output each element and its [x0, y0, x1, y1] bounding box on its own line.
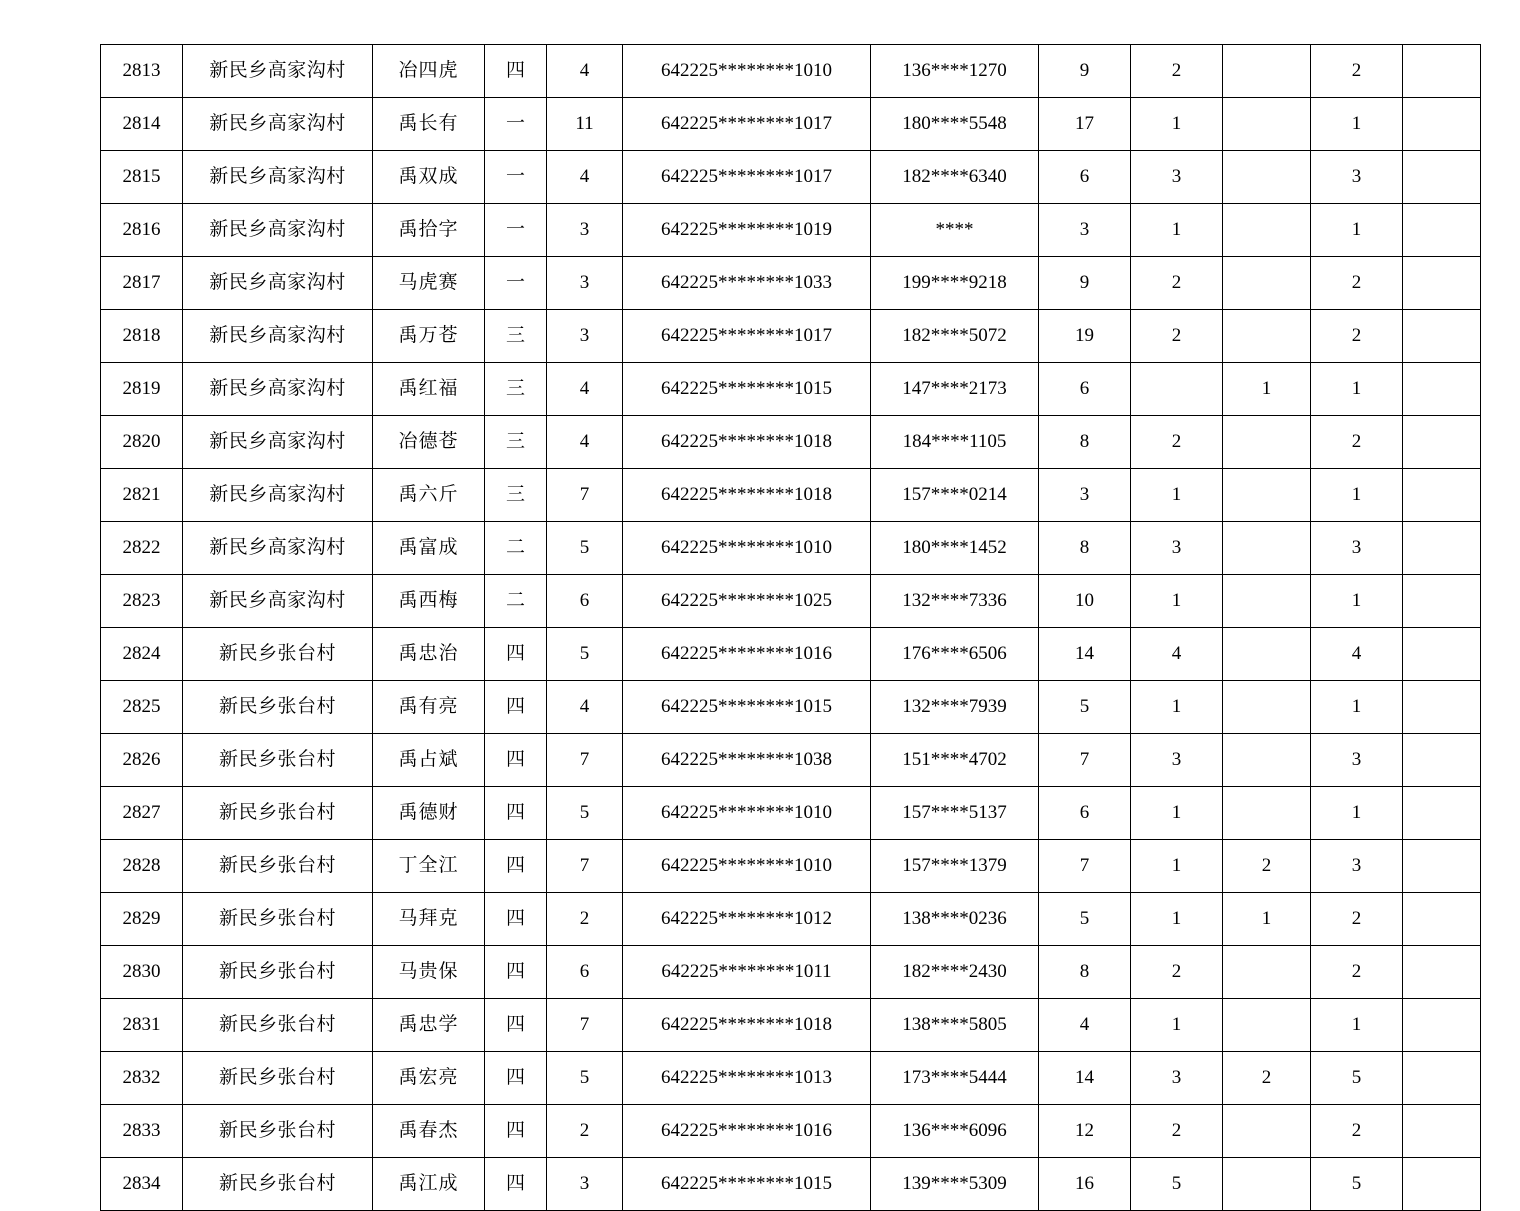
cell-c: 1	[1223, 893, 1311, 946]
cell-id-number: 642225********1018	[623, 416, 871, 469]
cell-id-number: 642225********1018	[623, 999, 871, 1052]
cell-e	[1403, 575, 1481, 628]
cell-id-number: 642225********1010	[623, 45, 871, 98]
table-row	[101, 522, 1481, 575]
cell-grade: 四	[485, 734, 547, 787]
cell-name: 禹红福	[373, 363, 485, 416]
cell-seq: 2833	[101, 1105, 183, 1158]
cell-c	[1223, 45, 1311, 98]
cell-id-number: 642225********1016	[623, 628, 871, 681]
cell-phone: 157****0214	[871, 469, 1039, 522]
cell-d: 3	[1311, 151, 1403, 204]
cell-phone: 138****0236	[871, 893, 1039, 946]
cell-name: 禹六斤	[373, 469, 485, 522]
cell-id-number: 642225********1018	[623, 469, 871, 522]
cell-name: 禹忠学	[373, 999, 485, 1052]
cell-grade: 二	[485, 575, 547, 628]
cell-seq: 2818	[101, 310, 183, 363]
cell-d: 2	[1311, 893, 1403, 946]
cell-c	[1223, 946, 1311, 999]
cell-b: 1	[1131, 787, 1223, 840]
cell-seq: 2831	[101, 999, 183, 1052]
cell-grade: 四	[485, 681, 547, 734]
table-row	[101, 98, 1481, 151]
cell-seq: 2815	[101, 151, 183, 204]
cell-e	[1403, 787, 1481, 840]
cell-num: 5	[547, 628, 623, 681]
cell-id-number: 642225********1012	[623, 893, 871, 946]
cell-num: 6	[547, 575, 623, 628]
cell-a: 10	[1039, 575, 1131, 628]
cell-name: 禹富成	[373, 522, 485, 575]
cell-b	[1131, 363, 1223, 416]
cell-b: 2	[1131, 257, 1223, 310]
cell-village: 新民乡张台村	[183, 1105, 373, 1158]
cell-grade: 四	[485, 45, 547, 98]
table-row	[101, 257, 1481, 310]
cell-name: 禹春杰	[373, 1105, 485, 1158]
cell-c	[1223, 999, 1311, 1052]
cell-e	[1403, 1052, 1481, 1105]
cell-phone: 182****5072	[871, 310, 1039, 363]
cell-b: 1	[1131, 999, 1223, 1052]
cell-a: 7	[1039, 840, 1131, 893]
cell-seq: 2821	[101, 469, 183, 522]
cell-a: 19	[1039, 310, 1131, 363]
cell-a: 17	[1039, 98, 1131, 151]
cell-grade: 一	[485, 204, 547, 257]
cell-village: 新民乡高家沟村	[183, 363, 373, 416]
cell-a: 6	[1039, 363, 1131, 416]
cell-grade: 三	[485, 363, 547, 416]
cell-num: 7	[547, 734, 623, 787]
table-row	[101, 734, 1481, 787]
cell-b: 3	[1131, 734, 1223, 787]
cell-grade: 一	[485, 151, 547, 204]
cell-a: 9	[1039, 45, 1131, 98]
cell-d: 5	[1311, 1052, 1403, 1105]
cell-seq: 2824	[101, 628, 183, 681]
cell-d: 1	[1311, 204, 1403, 257]
cell-d: 1	[1311, 363, 1403, 416]
cell-phone: 199****9218	[871, 257, 1039, 310]
cell-c	[1223, 681, 1311, 734]
cell-id-number: 642225********1015	[623, 363, 871, 416]
cell-b: 2	[1131, 416, 1223, 469]
cell-c: 1	[1223, 363, 1311, 416]
cell-name: 禹万苍	[373, 310, 485, 363]
cell-grade: 四	[485, 1105, 547, 1158]
cell-village: 新民乡高家沟村	[183, 575, 373, 628]
cell-seq: 2834	[101, 1158, 183, 1211]
cell-num: 4	[547, 416, 623, 469]
cell-c	[1223, 522, 1311, 575]
cell-a: 6	[1039, 151, 1131, 204]
cell-village: 新民乡张台村	[183, 681, 373, 734]
cell-phone: 147****2173	[871, 363, 1039, 416]
cell-e	[1403, 151, 1481, 204]
table-body	[101, 45, 1481, 1211]
cell-id-number: 642225********1033	[623, 257, 871, 310]
cell-phone: 139****5309	[871, 1158, 1039, 1211]
table-row	[101, 1052, 1481, 1105]
cell-num: 7	[547, 469, 623, 522]
cell-b: 1	[1131, 204, 1223, 257]
cell-a: 8	[1039, 416, 1131, 469]
cell-name: 禹双成	[373, 151, 485, 204]
cell-d: 2	[1311, 416, 1403, 469]
cell-id-number: 642225********1010	[623, 787, 871, 840]
cell-e	[1403, 1105, 1481, 1158]
cell-village: 新民乡高家沟村	[183, 204, 373, 257]
cell-phone: 176****6506	[871, 628, 1039, 681]
cell-e	[1403, 681, 1481, 734]
cell-seq: 2822	[101, 522, 183, 575]
cell-name: 禹占斌	[373, 734, 485, 787]
cell-num: 6	[547, 946, 623, 999]
cell-num: 4	[547, 45, 623, 98]
cell-num: 3	[547, 310, 623, 363]
cell-num: 2	[547, 893, 623, 946]
cell-id-number: 642225********1010	[623, 522, 871, 575]
cell-id-number: 642225********1013	[623, 1052, 871, 1105]
cell-grade: 四	[485, 893, 547, 946]
cell-num: 11	[547, 98, 623, 151]
cell-c: 2	[1223, 840, 1311, 893]
cell-phone: 136****1270	[871, 45, 1039, 98]
cell-c	[1223, 575, 1311, 628]
cell-phone: 182****2430	[871, 946, 1039, 999]
cell-e	[1403, 98, 1481, 151]
cell-e	[1403, 734, 1481, 787]
table-row	[101, 45, 1481, 98]
cell-id-number: 642225********1015	[623, 681, 871, 734]
cell-a: 12	[1039, 1105, 1131, 1158]
cell-seq: 2819	[101, 363, 183, 416]
cell-c	[1223, 734, 1311, 787]
cell-grade: 四	[485, 946, 547, 999]
cell-d: 3	[1311, 734, 1403, 787]
cell-c	[1223, 151, 1311, 204]
cell-e	[1403, 363, 1481, 416]
cell-d: 5	[1311, 1158, 1403, 1211]
table-row	[101, 416, 1481, 469]
cell-e	[1403, 204, 1481, 257]
cell-phone: 184****1105	[871, 416, 1039, 469]
cell-num: 5	[547, 1052, 623, 1105]
cell-grade: 三	[485, 310, 547, 363]
cell-name: 马拜克	[373, 893, 485, 946]
cell-b: 3	[1131, 1052, 1223, 1105]
cell-a: 9	[1039, 257, 1131, 310]
cell-e	[1403, 469, 1481, 522]
cell-e	[1403, 628, 1481, 681]
table-row	[101, 310, 1481, 363]
cell-c	[1223, 204, 1311, 257]
table-row	[101, 1105, 1481, 1158]
cell-village: 新民乡张台村	[183, 946, 373, 999]
cell-a: 7	[1039, 734, 1131, 787]
table-row	[101, 999, 1481, 1052]
cell-id-number: 642225********1019	[623, 204, 871, 257]
cell-b: 1	[1131, 840, 1223, 893]
cell-num: 5	[547, 787, 623, 840]
cell-phone: 180****5548	[871, 98, 1039, 151]
cell-village: 新民乡张台村	[183, 999, 373, 1052]
cell-e	[1403, 522, 1481, 575]
cell-seq: 2813	[101, 45, 183, 98]
cell-village: 新民乡张台村	[183, 787, 373, 840]
cell-id-number: 642225********1015	[623, 1158, 871, 1211]
cell-phone: 138****5805	[871, 999, 1039, 1052]
cell-seq: 2826	[101, 734, 183, 787]
cell-num: 4	[547, 363, 623, 416]
cell-phone: 132****7939	[871, 681, 1039, 734]
cell-name: 丁全江	[373, 840, 485, 893]
cell-name: 禹德财	[373, 787, 485, 840]
cell-seq: 2823	[101, 575, 183, 628]
cell-village: 新民乡高家沟村	[183, 416, 373, 469]
cell-c	[1223, 628, 1311, 681]
cell-b: 4	[1131, 628, 1223, 681]
cell-e	[1403, 946, 1481, 999]
cell-village: 新民乡高家沟村	[183, 257, 373, 310]
cell-seq: 2820	[101, 416, 183, 469]
cell-id-number: 642225********1011	[623, 946, 871, 999]
cell-id-number: 642225********1017	[623, 98, 871, 151]
cell-village: 新民乡张台村	[183, 893, 373, 946]
cell-seq: 2832	[101, 1052, 183, 1105]
table-row	[101, 363, 1481, 416]
roster-table	[100, 44, 1481, 1211]
cell-c	[1223, 257, 1311, 310]
cell-phone: 157****5137	[871, 787, 1039, 840]
table-row	[101, 575, 1481, 628]
cell-d: 3	[1311, 840, 1403, 893]
cell-seq: 2830	[101, 946, 183, 999]
cell-b: 2	[1131, 310, 1223, 363]
cell-village: 新民乡高家沟村	[183, 151, 373, 204]
cell-d: 4	[1311, 628, 1403, 681]
cell-name: 禹江成	[373, 1158, 485, 1211]
cell-num: 3	[547, 257, 623, 310]
cell-num: 4	[547, 681, 623, 734]
cell-name: 马虎赛	[373, 257, 485, 310]
table-row	[101, 1158, 1481, 1211]
cell-d: 2	[1311, 310, 1403, 363]
cell-d: 2	[1311, 1105, 1403, 1158]
cell-d: 2	[1311, 946, 1403, 999]
cell-village: 新民乡张台村	[183, 628, 373, 681]
cell-id-number: 642225********1010	[623, 840, 871, 893]
cell-id-number: 642225********1017	[623, 310, 871, 363]
cell-seq: 2817	[101, 257, 183, 310]
cell-c	[1223, 310, 1311, 363]
cell-c	[1223, 416, 1311, 469]
cell-name: 禹忠治	[373, 628, 485, 681]
cell-e	[1403, 893, 1481, 946]
cell-b: 2	[1131, 946, 1223, 999]
cell-a: 8	[1039, 522, 1131, 575]
cell-id-number: 642225********1017	[623, 151, 871, 204]
cell-b: 2	[1131, 45, 1223, 98]
cell-name: 马贵保	[373, 946, 485, 999]
cell-d: 1	[1311, 787, 1403, 840]
cell-a: 5	[1039, 893, 1131, 946]
cell-seq: 2825	[101, 681, 183, 734]
cell-e	[1403, 257, 1481, 310]
cell-num: 3	[547, 204, 623, 257]
cell-d: 1	[1311, 469, 1403, 522]
cell-village: 新民乡高家沟村	[183, 98, 373, 151]
cell-name: 禹宏亮	[373, 1052, 485, 1105]
cell-e	[1403, 416, 1481, 469]
cell-phone: 132****7336	[871, 575, 1039, 628]
cell-name: 冶德苍	[373, 416, 485, 469]
cell-seq: 2828	[101, 840, 183, 893]
cell-d: 2	[1311, 45, 1403, 98]
cell-village: 新民乡张台村	[183, 1052, 373, 1105]
cell-a: 14	[1039, 1052, 1131, 1105]
cell-d: 3	[1311, 522, 1403, 575]
cell-seq: 2829	[101, 893, 183, 946]
cell-b: 1	[1131, 575, 1223, 628]
cell-grade: 一	[485, 257, 547, 310]
cell-a: 8	[1039, 946, 1131, 999]
cell-village: 新民乡张台村	[183, 734, 373, 787]
cell-phone: 180****1452	[871, 522, 1039, 575]
cell-a: 4	[1039, 999, 1131, 1052]
cell-c	[1223, 1105, 1311, 1158]
cell-e	[1403, 310, 1481, 363]
cell-num: 2	[547, 1105, 623, 1158]
table-row	[101, 787, 1481, 840]
cell-num: 7	[547, 840, 623, 893]
cell-num: 4	[547, 151, 623, 204]
cell-phone: 157****1379	[871, 840, 1039, 893]
cell-name: 禹拾字	[373, 204, 485, 257]
cell-id-number: 642225********1038	[623, 734, 871, 787]
cell-seq: 2814	[101, 98, 183, 151]
cell-grade: 四	[485, 628, 547, 681]
cell-c: 2	[1223, 1052, 1311, 1105]
cell-b: 1	[1131, 98, 1223, 151]
cell-phone: 173****5444	[871, 1052, 1039, 1105]
cell-e	[1403, 840, 1481, 893]
table-row	[101, 893, 1481, 946]
cell-c	[1223, 98, 1311, 151]
table-row	[101, 204, 1481, 257]
table-row	[101, 469, 1481, 522]
cell-name: 禹西梅	[373, 575, 485, 628]
table-row	[101, 840, 1481, 893]
cell-b: 5	[1131, 1158, 1223, 1211]
cell-b: 3	[1131, 522, 1223, 575]
table-row	[101, 628, 1481, 681]
cell-a: 3	[1039, 204, 1131, 257]
cell-num: 3	[547, 1158, 623, 1211]
cell-c	[1223, 469, 1311, 522]
cell-name: 冶四虎	[373, 45, 485, 98]
cell-num: 5	[547, 522, 623, 575]
cell-b: 2	[1131, 1105, 1223, 1158]
cell-id-number: 642225********1025	[623, 575, 871, 628]
cell-phone: 151****4702	[871, 734, 1039, 787]
cell-d: 1	[1311, 999, 1403, 1052]
table-row	[101, 681, 1481, 734]
cell-village: 新民乡高家沟村	[183, 522, 373, 575]
cell-b: 1	[1131, 893, 1223, 946]
cell-grade: 四	[485, 1158, 547, 1211]
cell-phone: ****	[871, 204, 1039, 257]
cell-a: 6	[1039, 787, 1131, 840]
cell-d: 2	[1311, 257, 1403, 310]
cell-grade: 三	[485, 469, 547, 522]
cell-phone: 136****6096	[871, 1105, 1039, 1158]
cell-grade: 一	[485, 98, 547, 151]
cell-c	[1223, 787, 1311, 840]
cell-grade: 四	[485, 999, 547, 1052]
cell-d: 1	[1311, 98, 1403, 151]
cell-b: 3	[1131, 151, 1223, 204]
table-row	[101, 151, 1481, 204]
cell-d: 1	[1311, 681, 1403, 734]
cell-seq: 2827	[101, 787, 183, 840]
cell-village: 新民乡高家沟村	[183, 469, 373, 522]
cell-a: 3	[1039, 469, 1131, 522]
cell-e	[1403, 1158, 1481, 1211]
cell-a: 16	[1039, 1158, 1131, 1211]
cell-grade: 四	[485, 787, 547, 840]
cell-name: 禹有亮	[373, 681, 485, 734]
cell-village: 新民乡张台村	[183, 840, 373, 893]
cell-b: 1	[1131, 469, 1223, 522]
cell-seq: 2816	[101, 204, 183, 257]
cell-grade: 四	[485, 840, 547, 893]
cell-b: 1	[1131, 681, 1223, 734]
table-row	[101, 946, 1481, 999]
cell-village: 新民乡张台村	[183, 1158, 373, 1211]
cell-a: 5	[1039, 681, 1131, 734]
cell-phone: 182****6340	[871, 151, 1039, 204]
cell-grade: 四	[485, 1052, 547, 1105]
cell-e	[1403, 45, 1481, 98]
cell-e	[1403, 999, 1481, 1052]
cell-c	[1223, 1158, 1311, 1211]
cell-d: 1	[1311, 575, 1403, 628]
cell-a: 14	[1039, 628, 1131, 681]
cell-name: 禹长有	[373, 98, 485, 151]
cell-grade: 二	[485, 522, 547, 575]
cell-grade: 三	[485, 416, 547, 469]
cell-village: 新民乡高家沟村	[183, 310, 373, 363]
cell-id-number: 642225********1016	[623, 1105, 871, 1158]
cell-num: 7	[547, 999, 623, 1052]
cell-village: 新民乡高家沟村	[183, 45, 373, 98]
